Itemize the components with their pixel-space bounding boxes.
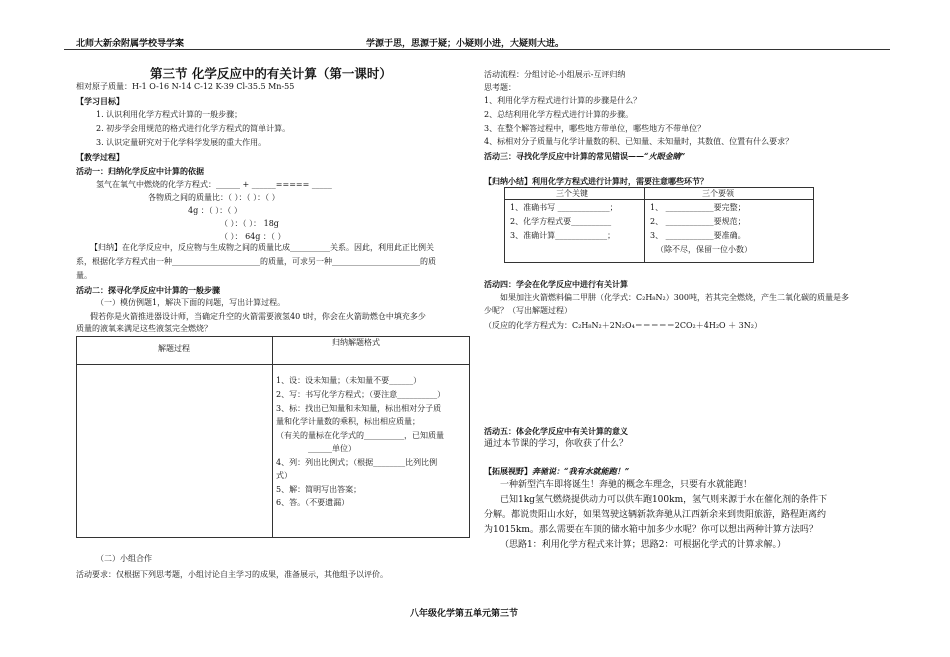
expand-title	[484, 466, 629, 476]
question-2: 2、总结利用化学方程式进行计算的步骤。	[484, 110, 634, 119]
goals-heading: 【学习目标】	[76, 96, 124, 106]
expand-p1: 一种新型汽车即将诞生！奔驰的概念车理念，只要有水就能跑！	[500, 480, 753, 490]
page-title: 第三节 化学反应中的有关计算（第一课时）	[150, 66, 392, 81]
group-requirement: 活动要求：仅根据下列思考题，小组讨论自主学习的成果，准备展示，其他组予以评价。	[76, 570, 388, 579]
expand-p2-1: 已知1kg氢气燃烧提供动力可以供车跑100km，氢气则来源于水在催化剂的条件下	[500, 495, 828, 505]
a4-text-2: 少呢？（写出解题过程）	[484, 306, 572, 315]
atomic-mass: 相对原子质量：H-1 O-16 N-14 C-12 K-39 Cl-35.5 Mn-55	[76, 82, 295, 91]
header-rule	[64, 49, 890, 50]
group-title: （二）小组合作	[96, 554, 152, 563]
table-divider-v	[272, 336, 273, 538]
question-4: 4、标相对分子质量与化学计量数的积、已知量、未知量时，其数值、位置有什么要求？	[484, 137, 794, 146]
step-3: 3、标：找出已知量和未知量，标出相对分子质	[276, 404, 442, 413]
activity3-label: 活动三：寻找化学反应中计算的常见错误——	[484, 151, 644, 161]
question-3: 3、在整个解答过程中，哪些地方带单位，哪些地方不带单位？	[484, 124, 706, 133]
step-4b: 式）	[276, 471, 292, 480]
table-divider-h	[76, 364, 470, 365]
question-1: 1、利用化学方程式进行计算的步骤是什么？	[484, 96, 642, 105]
key-3: 3、准确计算_____________；	[510, 231, 616, 240]
a1-equation: 氢气在氧气中燃烧的化学方程式：______ + ______===== _____	[96, 180, 332, 189]
summary-divider-h	[504, 199, 814, 200]
a2-problem-1: 假若你是火箭推进器设计师，当确定升空的火箭需要液氢40 t时，你会在火箭助燃仓中填充多少	[90, 312, 426, 321]
header-left: 北师大新余附属学校导学案	[76, 39, 185, 49]
step-4: 4、列：列出比例式；（根据________比列比例	[276, 458, 438, 467]
expand-p3: （思路1：利用化学方程式来计算；思路2：可根据化学式的计算求解。）	[500, 540, 786, 550]
footer: 八年级化学第五单元第三节	[410, 609, 519, 619]
activity3-emphasis: “火眼金睛”	[644, 151, 686, 161]
expand-p2-2: 分解。都说贵阳山水好，如果驾驶这辆新款奔驰从江西新余来到贵阳旅游，路程距离约	[484, 510, 827, 520]
a5-text: 通过本节课的学习，你收获了什么？	[484, 439, 629, 449]
a1-row-1: 4g ：（ ）：（ ）	[188, 206, 242, 215]
activity-flow: 活动流程：分组讨论-小组展示-互评归纳	[484, 70, 626, 79]
a2-intro: （一）模仿例题1，解决下面的问题，写出计算过程。	[96, 298, 286, 307]
a4-text-1: 如果加注火箭燃料偏二甲肼（化学式：C₂H₈N₂）300吨，若其完全燃烧，产生二氧化碳的质量是多	[500, 293, 849, 302]
keys-header: 三个关键	[556, 189, 588, 198]
table-header-process: 解题过程	[158, 344, 190, 353]
activity5-title: 活动五：体会化学反应中有关计算的意义	[484, 426, 628, 436]
a1-summary-3: 量。	[76, 271, 92, 280]
expand-emphasis: 奔驰说：“我有水就能跑！”	[532, 466, 630, 476]
key-1: 1、准确书写 _____________；	[510, 203, 618, 212]
step-2: 2、写：书写化学方程式；（要注意__________）	[276, 390, 446, 399]
activity4-title: 活动四：学会在化学反应中进行有关计算	[484, 279, 628, 289]
expand-p2-3: 为1015km。那么需要在车顶的储水箱中加多少水呢？你可以想出两种计算方法吗？	[484, 525, 818, 535]
goal-1: 1. 认识利用化学方程式计算的一般步骤；	[96, 110, 243, 119]
expand-label: 【拓展视野】	[484, 466, 532, 476]
activity2-title: 活动二：探寻化学反应中计算的一般步骤	[76, 285, 220, 295]
step-3d: ______单位）	[308, 444, 356, 453]
table-header-format: 归纳解题格式	[332, 338, 380, 347]
req-3: 3、 ____________要准确。	[650, 231, 746, 240]
process-heading: 【教学过程】	[76, 152, 124, 162]
a1-summary-2: 系，根据化学方程式由一种______________________的质量，可求另一种______________________的质	[76, 257, 436, 266]
req-note: （除不尽，保留一位小数）	[656, 245, 752, 254]
step-5: 5、解：简明写出答案；	[276, 485, 362, 494]
goal-2: 2. 初步学会用规范的格式进行化学方程式的简单计算。	[96, 124, 291, 133]
activity1-title: 活动一：归纳化学反应中计算的依据	[76, 166, 204, 176]
key-2: 2、化学方程式要__________	[510, 217, 612, 226]
a1-ratio: 各物质之间的质量比：（ ）：（ ）：（ ）	[148, 193, 280, 202]
a2-problem-2: 质量的液氧来满足这些液氢完全燃烧？	[76, 324, 212, 333]
a1-row-3: （ ）： 64g ：（ ）	[220, 232, 286, 241]
a1-row-2: （ ）：（ ）： 18g	[220, 219, 279, 228]
step-3c: （有关的量标在化学式的__________，已知质量	[276, 431, 444, 440]
activity3-title	[484, 151, 685, 161]
questions-title: 思考题：	[484, 83, 516, 92]
step-6: 6、答。（不要遗漏）	[276, 498, 350, 507]
goal-3: 3. 认识定量研究对于化学科学发展的重大作用。	[96, 138, 267, 147]
header-motto: 学源于思，思源于疑；小疑则小进，大疑则大进。	[366, 39, 565, 49]
req-2: 2、 ____________要规范；	[650, 217, 746, 226]
step-3b: 量和化学计量数的乘积，标出相应质量；	[276, 417, 420, 426]
a1-summary-1: 【归纳】在化学反应中，反应物与生成物之间的质量比成__________关系。因此，利用此正比例关	[90, 243, 434, 252]
a4-equation: （反应的化学方程式为：C₂H₈N₂＋2N₂O₄＝＝＝＝＝2CO₂＋4H₂O ＋ 3N₂）	[484, 321, 762, 330]
step-1: 1、设：设未知量；（未知量不要______）	[276, 376, 422, 385]
reqs-header: 三个要领	[702, 189, 734, 198]
req-1: 1、 ____________要完整；	[650, 203, 746, 212]
summary-title: 【归纳小结】利用化学方程式进行计算时，需要注意哪些环节？	[484, 176, 708, 186]
